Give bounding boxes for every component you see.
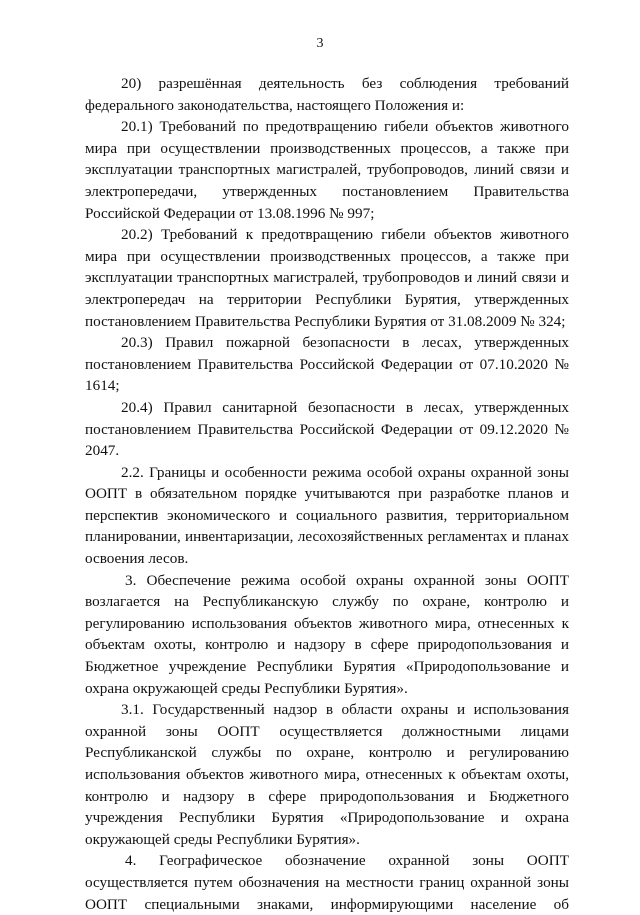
- paragraph-section-3-1: 3.1. Государственный надзор в области охраны и использования охранной зоны ООПТ осуществляется должностными лицами Республиканской службы по охране, контролю и регулированию использования объектов животного мира, отнесенных к объектам охоты, контролю и надзору в сфере природопользования и Бюджетного учреждения Республики Бурятия «Природопользование и охрана окружающей среды Республики Бурятия».: [85, 701, 569, 848]
- paragraph-section-3: 3. Обеспечение режима особой охраны охранной зоны ООПТ возлагается на Республиканскую службу по охране, контролю и регулированию использования объектов животного мира, отнесенных к объектам охоты, контролю и надзору в сфере природопользования и Бюджетное учреждение Республики Бурятия «Природопользование и охрана окружающей среды Республики Бурятия».: [85, 571, 569, 697]
- document-body: [85, 73, 569, 915]
- paragraph-item-20-2: 20.2) Требований к предотвращению гибели объектов животного мира при осуществлении производственных процессов, а также при эксплуатации транспортных магистралей, трубопроводов и линий связи и электропередач на территории Республики Бурятия, утвержденных постановлением Правительства Республики Бурятия от 31.08.2009 № 324;: [85, 226, 569, 330]
- page-number: 3: [316, 36, 324, 51]
- paragraph-section-4: 4. Географическое обозначение охранной зоны ООПТ осуществляется путем обозначения на местности границ охранной зоны ООПТ специальными знаками, информирующими население об: [85, 852, 569, 913]
- paragraph-item-20-1: 20.1) Требований по предотвращению гибели объектов животного мира при осуществлении производственных процессов, а также при эксплуатации транспортных магистралей, трубопроводов, линий связи и электропередачи, утвержденных постановлением Правительства Российской Федерации от 13.08.1996 № 997;: [85, 118, 569, 222]
- paragraph-section-2-2: 2.2. Границы и особенности режима особой охраны охранной зоны ООПТ в обязательном порядке учитываются при разработке планов и перспектив экономического и социального развития, территориальном планировании, инвентаризации, лесохозяйственных регламентах и планах освоения лесов.: [85, 463, 569, 568]
- paragraph-item-20-4: 20.4) Правил санитарной безопасности в лесах, утвержденных постановлением Правительства Российской Федерации от 09.12.2020 № 2047.: [85, 398, 569, 460]
- paragraph-item-20-3: 20.3) Правил пожарной безопасности в лесах, утвержденных постановлением Правительства Российской Федерации от 07.10.2020 № 1614;: [85, 334, 569, 395]
- paragraph-item-20: 20) разрешённая деятельность без соблюдения требований федерального законодательства, настоящего Положения и:: [85, 75, 569, 114]
